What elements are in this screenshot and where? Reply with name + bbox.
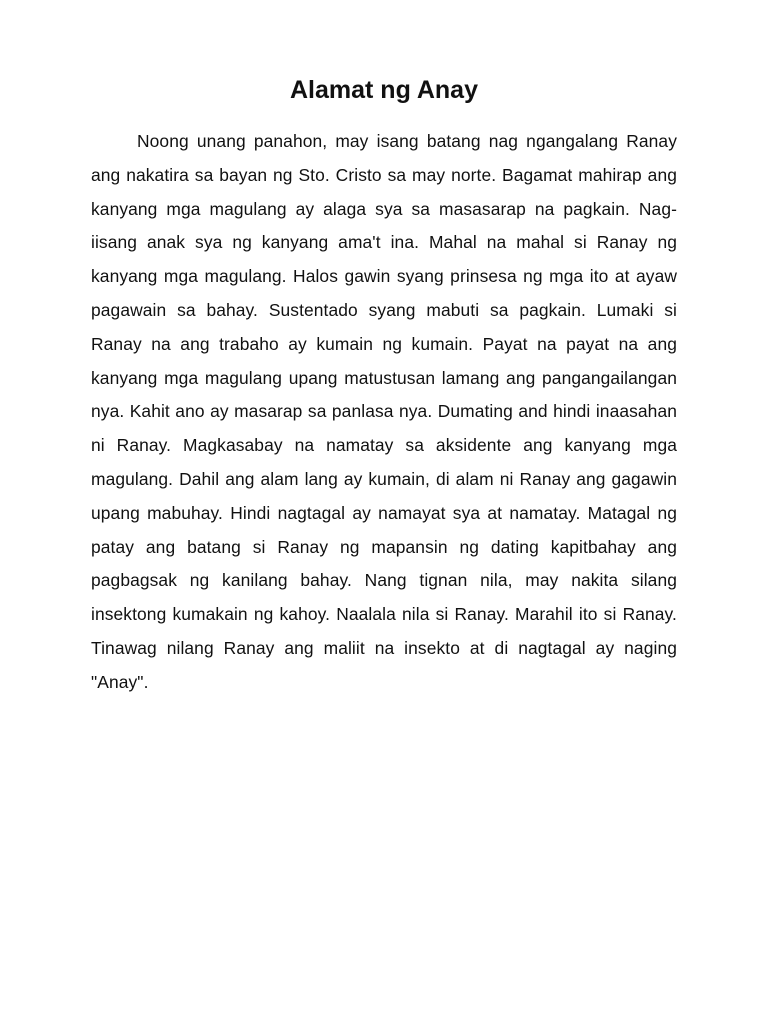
story-paragraph: Noong unang panahon, may isang batang nag ngangalang Ranay ang nakatira sa bayan ng Sto. Cristo sa may norte. Bagamat mahirap ang kanyang mga magulang ay alaga sya sa masasarap na pagkain. Nag-iisang anak sya ng kanyang ama't ina. Mahal na mahal si Ranay ng kanyang mga magulang. Halos gawin syang prinsesa ng mga ito at ayaw pagawain sa bahay. Sustentado syang mabuti sa pagkain. Lumaki si Ranay na ang trabaho ay kumain ng kumain. Payat na payat na ang kanyang mga magulang upang matustusan lamang ang pangangailangan nya. Kahit ano ay masarap sa panlasa nya. Dumating and hindi inaasahan ni Ranay. Magkasabay na namatay sa aksidente ang kanyang mga magulang. Dahil ang alam lang ay kumain, di alam ni Ranay ang gagawin upang mabuhay. Hindi nagtagal ay namayat sya at namatay. Matagal ng patay ang batang si Ranay ng mapansin ng dating kapitbahay ang pagbagsak ng kanilang bahay. Nang tignan nila, may nakita silang insektong kumakain ng kahoy. Naalala nila si Ranay. Marahil ito si Ranay. Tinawag nilang Ranay ang maliit na insekto at di nagtagal ay naging "Anay". — [91, 131, 677, 692]
document-title: Alamat ng Anay — [289, 76, 478, 104]
